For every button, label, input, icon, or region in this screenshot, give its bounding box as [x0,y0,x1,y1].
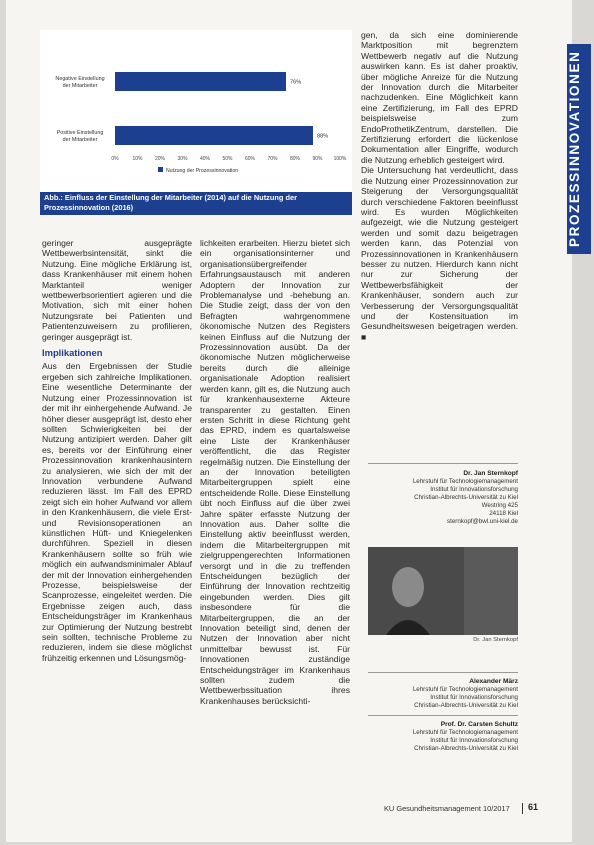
divider [368,463,518,464]
footer-journal: KU Gesundheitsmanagement 10/2017 [384,804,510,813]
section-heading: Implikationen [42,347,103,359]
author-line: Westring 425 [481,502,518,509]
paragraph: Die Untersuchung hat verdeutlicht, dass die Nutzung einer Prozessinnovation zur Steigerung der Versorgungsqualität durch verschiedene Faktoren beeinflusst wird. Es wurden Möglichkeiten aufgezeigt, wie die Nutzung gesteigert werden und somit dazu beigetragen werden kann, das Potenzial von Prozessinnovationen in Krankenhäusern besser zu nutzen. Hierdurch kann nicht nur zur Sicherung der Wettbewerbsfähigkeit der Krankenhäuser, sondern auch zur Verbesserung der Versorgungsqualität und der Kostensituation im Gesundheitswesen beigetragen werden. ■ [361,165,518,342]
bar [115,126,313,145]
text-column-2 [200,238,350,706]
paragraph: gen, da sich eine dominierende Marktposition mit begrenztem Wettbewerb negativ auf die Nutzung auswirken kann. Es ist daher proaktiv, über mögliche Anreize für die Nutzung der Innovation durch die Mitarbeiter nachzudenken. Eine Möglichkeit kann eine Zertifizierung, im Fall des EPRD beispielsweise zum EndoProthetikZentrum, darstellen. Die Zertifizierung erfordert die lückenlose Dokumentation aller Eingriffe, wodurch die Nutzung erheblich gesteigert wird. [361,30,518,165]
page-number: 61 [528,802,539,812]
paragraph: Aus den Ergebnissen der Studie ergeben sich zahlreiche Implikationen. Eine wesentliche Determinante der Nutzung einer Prozessinnovation ist der mit ihr einhergehende Aufwand. Je höher dieser ausgeprägt ist, desto eher sollten Schwierigkeiten bei der Nutzung antizipiert werden. Daher gilt es, bereits vor der Einführung einer Prozessinnovation krankenhausintern zu analysieren, wie sich der mit der Innovation verbundene Aufwand reduzieren lässt. Im Fall des EPRD zeigt sich ein hoher Aufwand vor allem in den Krankenhäusern, die viele Erst- und Revisionsoperationen an künstlichen Hüft- und Kniegelenken durchführen. Speziell in diesen Krankenhäusern sollte so früh wie möglich ein aufwandsminimaler Ablauf der mit der Innovation einhergehenden Prozesse, beispielsweise der Scanprozesse, eingeleitet werden. Die Ergebnisse zeigen auch, dass Entscheidungsträger im Krankenhaus zur Optimierung der Nutzung bestrebt sein sollten, technische Probleme zu reduzieren, indem sie diese möglichst frühzeitig erkennen und Lösungsmög- [42,361,192,663]
divider [368,715,518,716]
x-tick-label: 80% [289,156,301,162]
photo-caption: Dr. Jan Sternkopf [473,637,518,643]
paragraph: geringer ausgeprägte Wettbewerbsintensität, sinkt die Nutzung. Eine mögliche Erklärung ist, dass Krankenhäuser mit einem hohen Marktanteil weniger wettbewerbsorientiert agieren und die Motivation, sich mit einer hohen Nutzungsrate bei Patienten und Patientenzuweisern zu profilieren, geringer ausgeprägt ist. [42,238,192,342]
author-name: Prof. Dr. Carsten Schultz [440,721,518,728]
paragraph: lichkeiten erarbeiten. Hierzu bietet sich ein organisationsinterner und organisationsübergreifender Erfahrungsaustausch mit anderen Adoptern der Innovation zur Problemanalyse und -behebung an. Die Studie zeigt, dass der von den Befragten wahrgenommene ökonomische Nutzen des Registers keinen Einfluss auf die Nutzung der Prozessinnovation ausübt. Da der ökonomische Nutzen möglicherweise bereits durch die alleinige organisationale Adoption realisiert werden kann, gilt es, die Nutzung auch für krankenhausexterne Akteure transparenter zu gestalten. Einen ersten Schritt in diese Richtung geht das EPRD, indem es quartalsweise eine Liste der Krankenhäuser veröffentlicht, die das Register regelmäßig nutzen. Die Einstellung der an der Innovation beteiligten Mitarbeitergruppen spielt eine entscheidende Rolle. Diese Einstellung übt noch Einfluss auf die über zwei Jahre später erfasste Nutzung der Innovation aus. Daher sollte die Einstellung aktiv beeinflusst werden, indem die Mitarbeitergruppen mit zielgruppengerechten Informationen versorgt und in die zu treffenden Entscheidungen bezüglich der Einführung der Innovation rechtzeitig eingebunden werden. Dies gilt insbesondere für die Mitarbeitergruppen, die an der Innovation beteiligt sind, denen der Nutzen der Innovation aber nicht unmittelbar bewusst ist. Für Innovationen zuständige Entscheidungsträger im Krankenhaus sollten zudem die Wettbewerbssituation ihres Krankenhauses berücksichti- [200,238,350,706]
x-tick-label: 20% [154,156,166,162]
x-tick-label: 0% [111,156,119,162]
text-column-1 [42,238,192,663]
legend-swatch [158,167,163,172]
x-tick-label: 30% [177,156,188,162]
author-3 [368,721,518,753]
x-tick-label: 90% [312,156,323,162]
author-1 [368,470,518,526]
author-2 [368,678,518,710]
figure-caption: Abb.: Einfluss der Einstellung der Mitarbeiter (2014) auf die Nutzung der Prozessinnovation (2016) [40,192,352,215]
x-tick-label: 50% [222,156,233,162]
author-line: Christian-Albrechts-Universität zu Kiel [414,745,518,752]
footer-separator [522,803,523,814]
portrait-image [368,547,518,635]
text-column-3 [361,30,518,342]
divider [368,672,518,673]
category-label: Negative Einstellung [55,76,105,82]
author-line: Lehrstuhl für Technologiemanagement [412,729,518,736]
legend-label: Nutzung der Prozessinnovation [166,168,239,174]
x-tick-label: 40% [199,156,211,162]
chart-figure [40,30,352,215]
author-line: Lehrstuhl für Technologiemanagement [412,478,518,485]
category-label: der Mitarbeiter [62,83,98,89]
x-tick-label: 100% [333,156,347,162]
author-line: Institut für Innovationsforschung [430,737,518,744]
author-line: Christian-Albrechts-Universität zu Kiel [414,702,518,709]
author-line: Christian-Albrechts-Universität zu Kiel [414,494,518,501]
section-tab [567,44,591,254]
author-photo [368,547,518,635]
author-line: Institut für Innovationsforschung [430,694,518,701]
author-email: sternkopf@bwl.uni-kiel.de [447,518,518,525]
category-label: der Mitarbeiter [62,137,98,143]
author-name: Dr. Jan Sternkopf [463,470,518,477]
x-tick-label: 10% [132,156,143,162]
author-line: 24118 Kiel [489,510,518,517]
section-label: PROZESSINNOVATIONEN [567,50,582,248]
category-label: Positive Einstellung [56,130,104,136]
author-name: Alexander März [469,678,518,685]
data-label: 76% [290,79,302,86]
author-line: Lehrstuhl für Technologiemanagement [412,686,518,693]
bar [115,72,286,91]
x-tick-label: 60% [244,156,256,162]
bar-chart [40,30,352,192]
data-label: 88% [317,133,329,140]
x-tick-label: 70% [267,156,278,162]
author-line: Institut für Innovationsforschung [430,486,518,493]
